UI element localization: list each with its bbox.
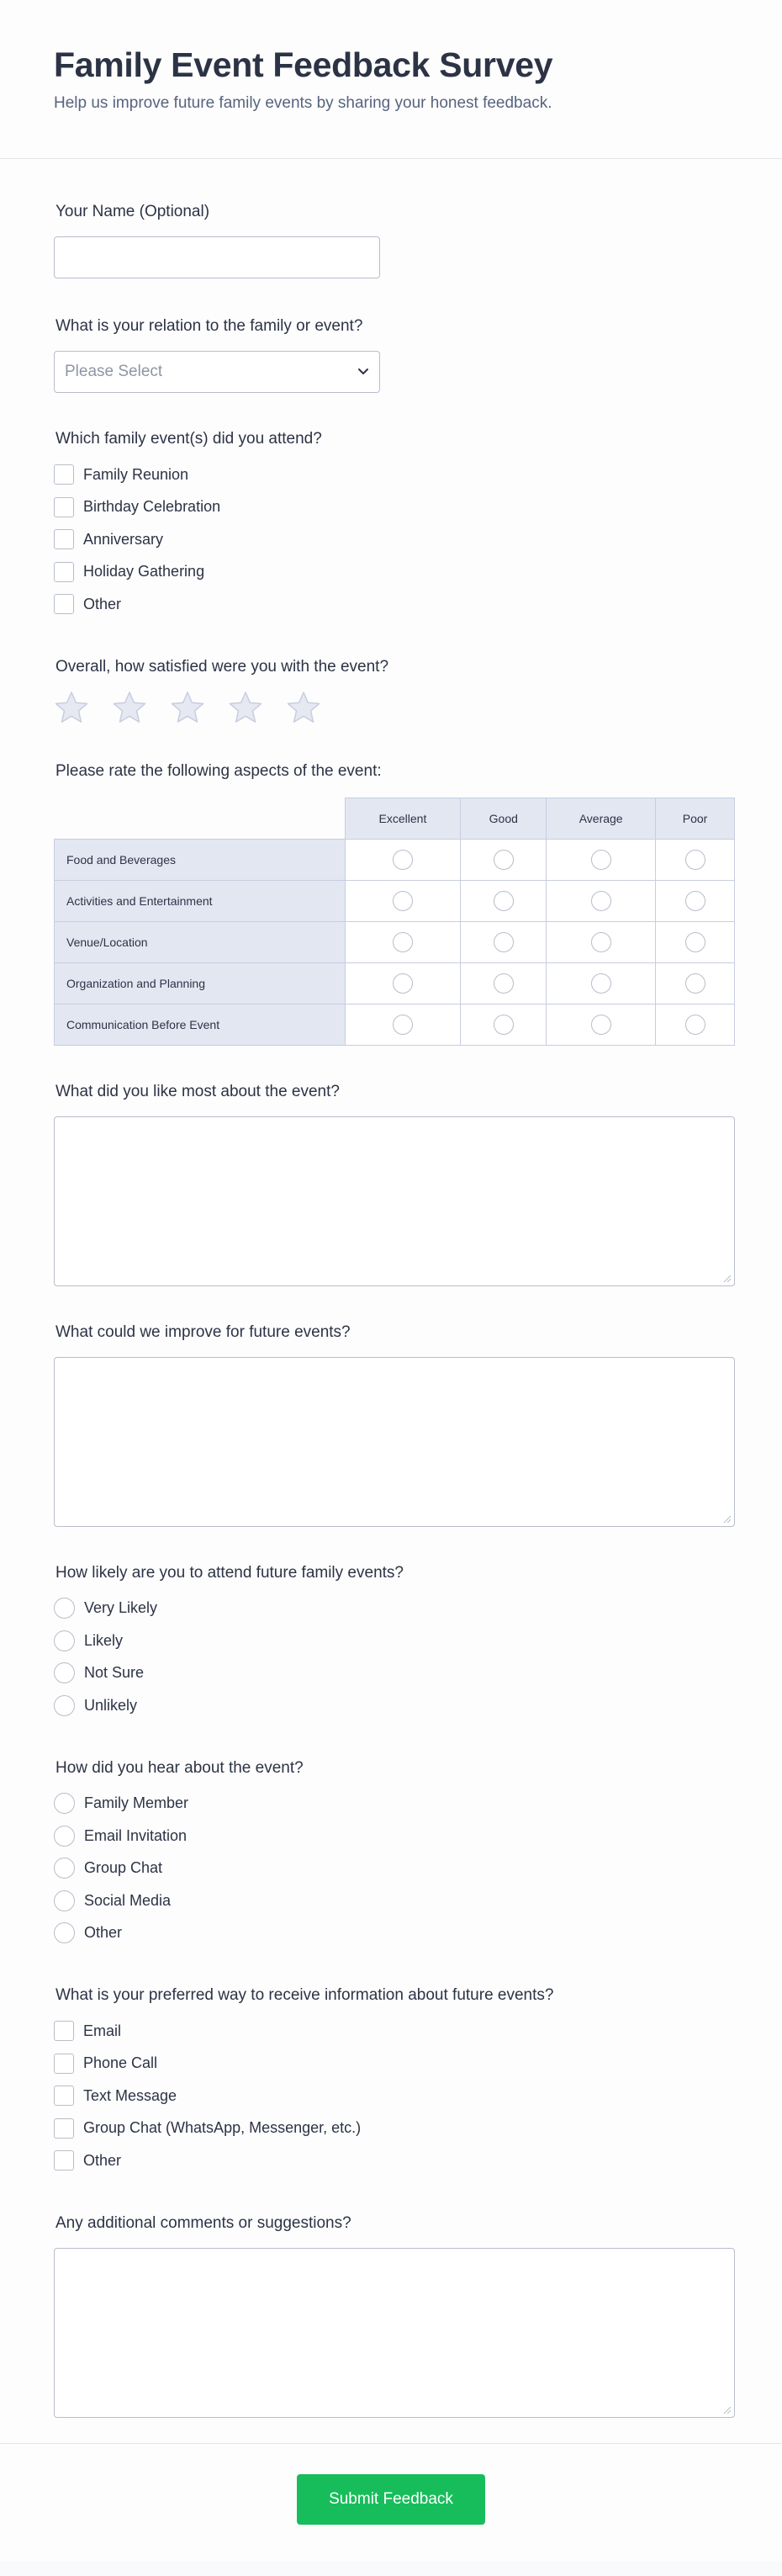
matrix-column-header: Average: [547, 798, 656, 839]
form-content: [0, 201, 782, 2418]
question-heard-about: [54, 1757, 728, 1950]
checkbox-option[interactable]: [54, 2015, 728, 2048]
matrix-row: [55, 921, 735, 962]
matrix-radio[interactable]: [591, 973, 611, 994]
radio-button[interactable]: [54, 1662, 75, 1683]
matrix-radio[interactable]: [393, 973, 413, 994]
matrix-corner: [55, 798, 346, 839]
option-label: Birthday Celebration: [83, 498, 221, 516]
comments-label: Any additional comments or suggestions?: [55, 2213, 351, 2232]
matrix-row-label: Venue/Location: [55, 921, 346, 962]
rating-matrix: [54, 798, 735, 1046]
matrix-radio[interactable]: [685, 932, 705, 952]
radio-button[interactable]: [54, 1858, 75, 1879]
question-name: [54, 201, 728, 278]
matrix-row-label: Food and Beverages: [55, 839, 346, 880]
matrix-row: [55, 839, 735, 880]
matrix-radio[interactable]: [685, 891, 705, 911]
radio-option[interactable]: [54, 1788, 728, 1821]
option-label: Very Likely: [84, 1599, 158, 1617]
option-label: Likely: [84, 1631, 124, 1649]
option-label: Other: [84, 1924, 123, 1942]
resize-handle-icon[interactable]: [723, 2406, 732, 2414]
checkbox[interactable]: [54, 2054, 74, 2074]
likelihood-options: [54, 1593, 728, 1722]
checkbox[interactable]: [54, 2118, 74, 2139]
contact-pref-label: What is your preferred way to receive information about future events?: [55, 1986, 554, 2004]
checkbox-option[interactable]: [54, 588, 728, 621]
matrix-radio[interactable]: [494, 891, 514, 911]
radio-option[interactable]: [54, 1593, 728, 1625]
option-label: Social Media: [84, 1891, 172, 1909]
matrix-row: [55, 880, 735, 921]
comments-textarea[interactable]: [54, 2248, 735, 2418]
matrix-radio[interactable]: [685, 850, 705, 870]
radio-button[interactable]: [54, 1826, 75, 1847]
checkbox-option[interactable]: [54, 2080, 728, 2112]
matrix-row: [55, 962, 735, 1004]
question-liked-most: [54, 1081, 728, 1286]
checkbox[interactable]: [54, 2021, 74, 2041]
events-label: Which family event(s) did you attend?: [55, 430, 322, 448]
form-footer: [0, 2443, 782, 2561]
checkbox-option[interactable]: [54, 2048, 728, 2080]
liked-most-label: What did you like most about the event?: [55, 1082, 340, 1100]
radio-option[interactable]: [54, 1884, 728, 1917]
improve-label: What could we improve for future events?: [55, 1322, 351, 1341]
resize-handle-icon[interactable]: [723, 1275, 732, 1283]
liked-most-textarea[interactable]: [54, 1116, 735, 1286]
checkbox[interactable]: [54, 2150, 74, 2171]
matrix-radio[interactable]: [685, 973, 705, 994]
events-options: [54, 458, 728, 621]
option-label: Group Chat (WhatsApp, Messenger, etc.): [83, 2119, 362, 2137]
matrix-radio[interactable]: [393, 1015, 413, 1035]
matrix-row-label: Activities and Entertainment: [55, 880, 346, 921]
checkbox-option[interactable]: [54, 2144, 728, 2177]
checkbox-option[interactable]: [54, 491, 728, 524]
radio-button[interactable]: [54, 1922, 75, 1943]
improve-textarea[interactable]: [54, 1357, 735, 1527]
question-comments: [54, 2213, 728, 2418]
radio-option[interactable]: [54, 1917, 728, 1950]
option-label: Other: [83, 2151, 122, 2169]
option-label: Other: [83, 595, 122, 612]
checkbox-option[interactable]: [54, 458, 728, 491]
matrix-radio[interactable]: [494, 932, 514, 952]
star-icon[interactable]: [170, 690, 205, 725]
matrix-radio[interactable]: [393, 850, 413, 870]
matrix-header-row: [55, 798, 735, 839]
matrix-radio[interactable]: [393, 932, 413, 952]
option-label: Anniversary: [83, 530, 164, 548]
matrix-column-header: Good: [461, 798, 547, 839]
option-label: Email: [83, 2022, 122, 2039]
matrix-radio[interactable]: [494, 973, 514, 994]
name-label: Your Name (Optional): [55, 203, 210, 220]
page-title: Family Event Feedback Survey: [54, 45, 553, 84]
ratings-label: Please rate the following aspects of the event:: [55, 761, 382, 780]
option-label: Group Chat: [84, 1859, 163, 1877]
radio-option[interactable]: [54, 1625, 728, 1657]
submit-button[interactable]: Submit Feedback: [297, 2474, 485, 2525]
checkbox-option[interactable]: [54, 556, 728, 589]
matrix-row: [55, 1004, 735, 1045]
checkbox[interactable]: [54, 529, 74, 549]
option-label: Family Reunion: [83, 465, 189, 483]
relation-label: What is your relation to the family or event?: [55, 317, 363, 335]
matrix-radio[interactable]: [393, 891, 413, 911]
star-rating: [54, 690, 728, 725]
radio-option[interactable]: [54, 1689, 728, 1722]
question-likelihood: [54, 1562, 728, 1722]
heard-about-label: How did you hear about the event?: [55, 1758, 304, 1777]
option-label: Family Member: [84, 1794, 189, 1812]
matrix-radio[interactable]: [494, 1015, 514, 1035]
radio-button[interactable]: [54, 1695, 75, 1716]
option-label: Phone Call: [83, 2054, 158, 2072]
resize-handle-icon[interactable]: [723, 1515, 732, 1524]
radio-option[interactable]: [54, 1852, 728, 1885]
chevron-down-icon: [357, 366, 369, 378]
relation-select[interactable]: [54, 351, 380, 393]
checkbox[interactable]: [54, 562, 74, 582]
radio-option[interactable]: [54, 1657, 728, 1690]
heard-about-options: [54, 1788, 728, 1950]
checkbox-option[interactable]: [54, 2112, 728, 2145]
question-events: [54, 428, 728, 621]
radio-option[interactable]: [54, 1820, 728, 1852]
checkbox[interactable]: [54, 497, 74, 517]
matrix-row-label: Communication Before Event: [55, 1004, 346, 1045]
radio-button[interactable]: [54, 1598, 75, 1619]
question-contact-preference: [54, 1985, 728, 2177]
question-relation: [54, 315, 728, 393]
contact-pref-options: [54, 2015, 728, 2177]
checkbox-option[interactable]: [54, 523, 728, 556]
name-input[interactable]: [54, 236, 380, 278]
likelihood-label: How likely are you to attend future family events?: [55, 1563, 404, 1582]
matrix-column-header: Excellent: [345, 798, 461, 839]
matrix-radio[interactable]: [591, 1015, 611, 1035]
option-label: Not Sure: [84, 1664, 145, 1682]
checkbox[interactable]: [54, 464, 74, 485]
matrix-radio[interactable]: [685, 1015, 705, 1035]
radio-button[interactable]: [54, 1630, 75, 1651]
checkbox[interactable]: [54, 2086, 74, 2106]
satisfaction-label: Overall, how satisfied were you with the event?: [55, 657, 389, 676]
radio-button[interactable]: [54, 1793, 75, 1814]
option-label: Unlikely: [84, 1696, 138, 1714]
checkbox[interactable]: [54, 594, 74, 614]
matrix-radio[interactable]: [494, 850, 514, 870]
form-header: [0, 0, 782, 159]
question-satisfaction: [54, 656, 728, 725]
question-ratings: [54, 761, 728, 1046]
matrix-radio[interactable]: [591, 850, 611, 870]
question-improve: [54, 1322, 728, 1527]
star-icon[interactable]: [228, 690, 263, 725]
page-subtitle: Help us improve future family events by sharing your honest feedback.: [54, 94, 552, 112]
option-label: Holiday Gathering: [83, 563, 205, 580]
star-icon[interactable]: [286, 690, 321, 725]
matrix-radio[interactable]: [591, 891, 611, 911]
radio-button[interactable]: [54, 1890, 75, 1911]
matrix-column-header: Poor: [656, 798, 735, 839]
option-label: Text Message: [83, 2086, 177, 2104]
matrix-radio[interactable]: [591, 932, 611, 952]
matrix-row-label: Organization and Planning: [55, 962, 346, 1004]
star-icon[interactable]: [112, 690, 147, 725]
option-label: Email Invitation: [84, 1826, 188, 1844]
relation-select-value: Please Select: [65, 363, 163, 380]
star-icon[interactable]: [54, 690, 89, 725]
